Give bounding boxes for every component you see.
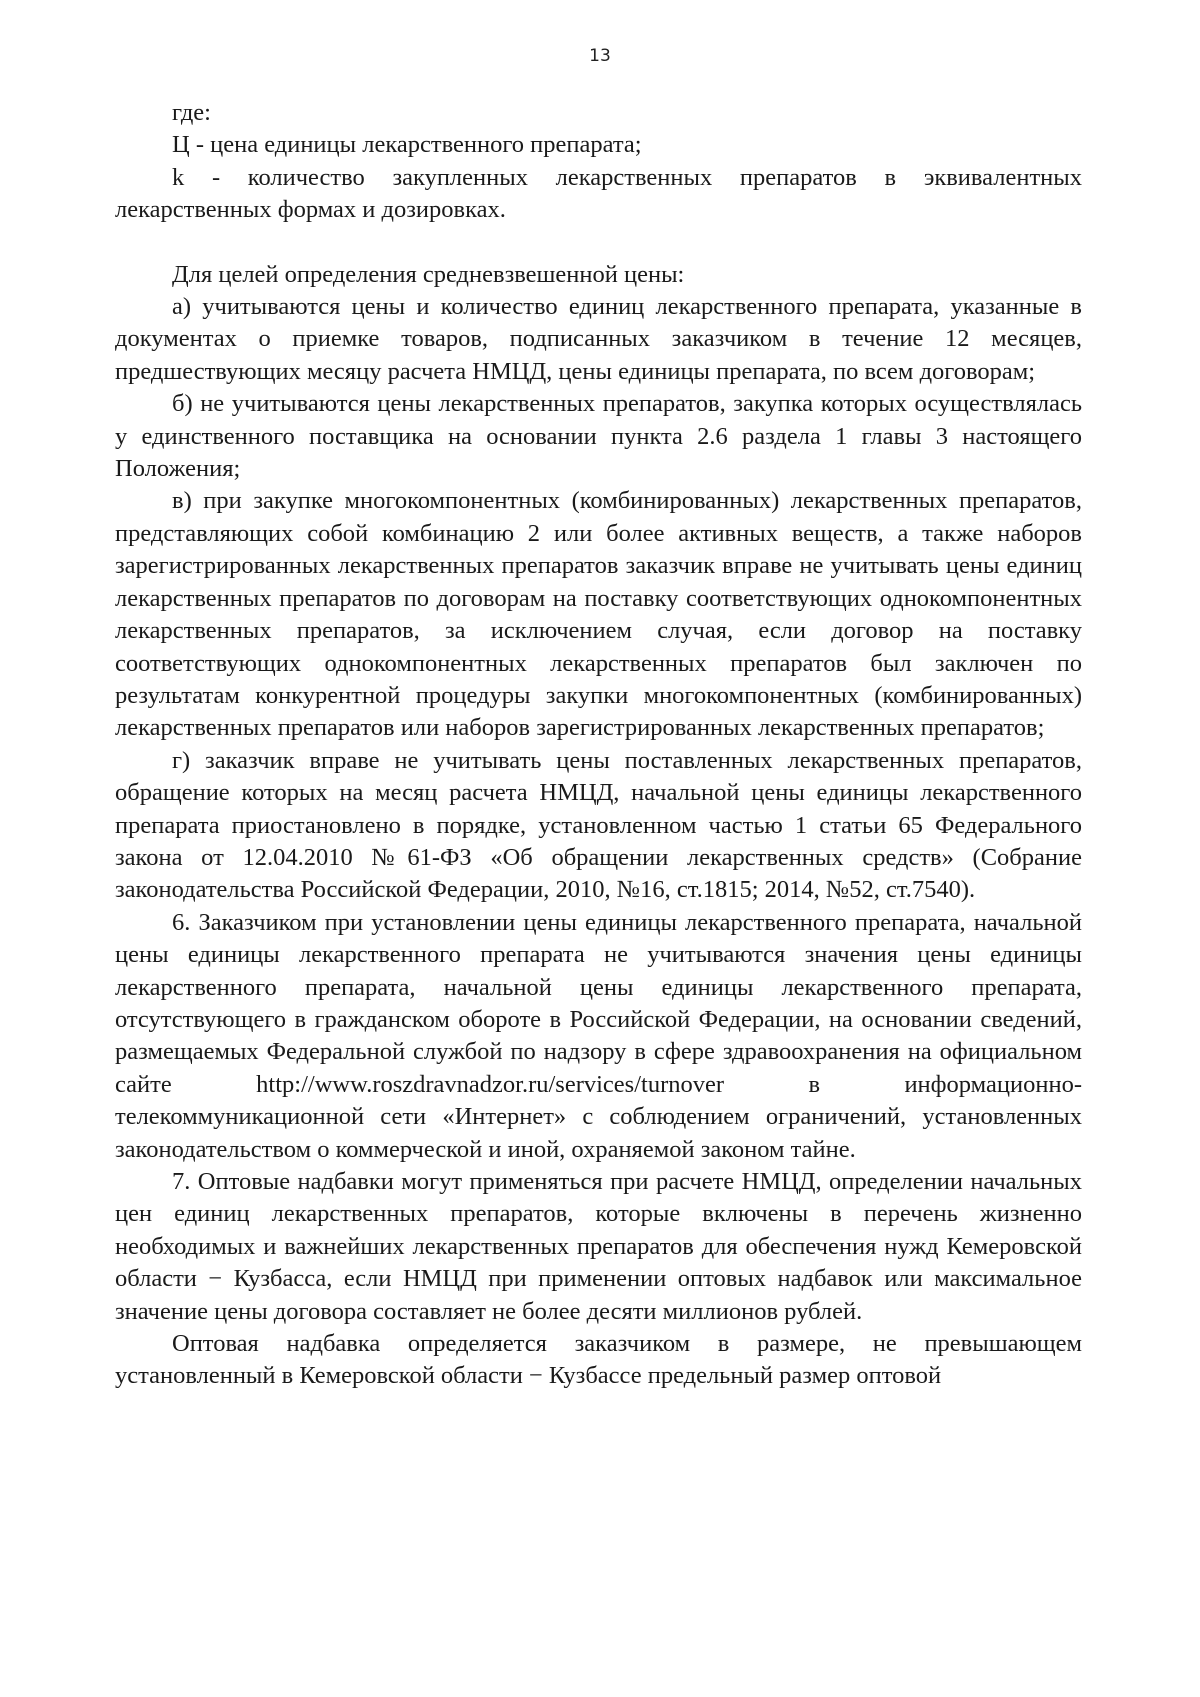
paragraph-clause-6: 6. Заказчиком при установлении цены единицы лекарственного препарата, начальной цены единицы лекарственного препарата не учитываются значения цены единицы лекарственного препарата, начальной цены единицы лекарственного препарата, отсутствующего в гражданском обороте в Российской Федерации, на основании сведений, размещаемых Федеральной службой по надзору в сфере здравоохранения на официальном сайте http://www.roszdravnadzor.ru/services/turnover в информационно-телекоммуникационной сети «Интернет» с соблюдением ограничений, установленных законодательством о коммерческой и иной, охраняемой законом тайне. (115, 908, 1082, 1163)
paragraph-weighted-price-intro: Для целей определения средневзвешенной цены: (172, 260, 685, 288)
paragraph-clause-7: 7. Оптовые надбавки могут применяться при расчете НМЦД, определении начальных цен единиц лекарственных препаратов, которые включены в перечень жизненно необходимых и важнейших лекарственных препаратов для обеспечения нужд Кемеровской области − Кузбасса, если НМЦД при применении оптовых надбавок или максимальное значение цены договора составляет не более десяти миллионов рублей. (115, 1168, 1082, 1325)
paragraph-where: где: (172, 99, 211, 126)
page-number: 13 (589, 46, 611, 66)
paragraph-wholesale-markup: Оптовая надбавка определяется заказчиком в размере, не превышающем установленный в Кемеровской области − Кузбассе предельный размер оптовой (115, 1330, 1082, 1390)
paragraph-quantity-definition: k - количество закупленных лекарственных препаратов в эквивалентных лекарственных формах и дозировках. (115, 163, 1082, 224)
paragraph-item-g: г) заказчик вправе не учитывать цены поставленных лекарственных препаратов, обращение которых на месяц расчета НМЦД, начальной цены единицы лекарственного препарата приостановлено в порядке, установленном частью 1 статьи 65 Федерального закона от 12.04.2010 №61-ФЗ «Об обращении лекарственных средств» (Собрание законодательства Российской Федерации, 2010, №16, ст.1815; 2014, №52, ст.7540). (115, 746, 1082, 904)
paragraph-item-v: в) при закупке многокомпонентных (комбинированных) лекарственных препаратов, представляющих собой комбинацию 2 или более активных веществ, а также наборов зарегистрированных лекарственных препаратов заказчик вправе не учитывать цены единиц лекарственных препаратов по договорам на поставку соответствующих однокомпонентных лекарственных препаратов, за исключением случая, если договор на поставку соответствующих однокомпонентных лекарственных препаратов был заключен по результатам конкурентной процедуры закупки многокомпонентных (комбинированных) лекарственных препаратов или наборов зарегистрированных лекарственных препаратов; (115, 487, 1082, 742)
paragraph-item-a: а) учитываются цены и количество единиц лекарственного препарата, указанные в документах о приемке товаров, подписанных заказчиком в течение 12 месяцев, предшествующих месяцу расчета НМЦД, цены единицы препарата, по всем договорам; (115, 293, 1082, 385)
document-body (115, 97, 1082, 1393)
paragraph-item-b: б) не учитываются цены лекарственных препаратов, закупка которых осуществлялась у единственного поставщика на основании пункта 2.6 раздела 1 главы 3 настоящего Положения; (115, 390, 1082, 483)
paragraph-price-definition: Ц - цена единицы лекарственного препарата; (172, 131, 642, 159)
